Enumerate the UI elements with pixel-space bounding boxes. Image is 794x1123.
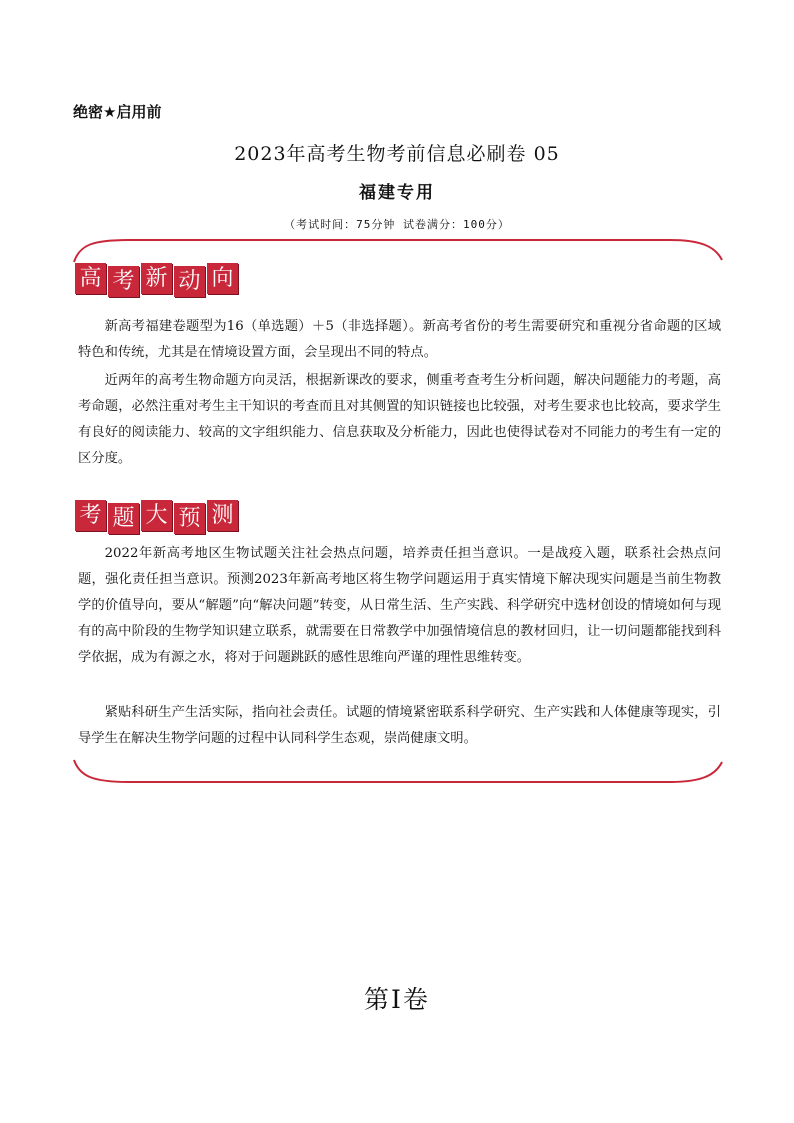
badge-char: 测 — [207, 500, 238, 531]
badge-char: 考 — [108, 266, 139, 297]
paragraph: 近两年的高考生物命题方向灵活，根据新课改的要求，侧重考查考生分析问题，解决问题能力的考题，高考命题，必然注重对考生主干知识的考查而且对其侧置的知识链接也比较强，对考生要求也比较高，要求学生有良好的阅读能力、较高的文字组织能力、信息获取及分析能力，因此也使得试卷对不同能力的考生有一定的区分度。 — [78, 373, 721, 466]
badge-char: 高 — [75, 263, 106, 294]
badge-char: 向 — [207, 263, 238, 294]
paragraph: 新高考福建卷题型为16（单选题）＋5（非选择题）。新高考省份的考生需要研究和重视分省命题的区域特色和传统，尤其是在情境设置方面，会呈现出不同的特点。 — [78, 319, 721, 360]
paragraph: 2022年新高考地区生物试题关注社会热点问题，培养责任担当意识。一是战疫入题，联系社会热点问题，强化责任担当意识。预测2023年新高考地区将生物学问题运用于真实情境下解决现实问题是当前生物教学的价值导向，要从“解题”向“解决问题”转变，从日常生活、生产实践、科学研究中选材创设的情境如何与现有的高中阶段的生物学知识建立联系，就需要在日常教学中加强情境信息的教材回归，让一切问题都能找到科学依据，成为有源之水，将对于问题跳跃的感性思维向严谨的理性思维转变。 — [78, 546, 721, 665]
section-badge-hot-trends — [75, 263, 238, 294]
volume-heading: 第Ⅰ卷 — [364, 985, 430, 1014]
secret-label: 绝密★启用前 — [73, 103, 162, 121]
page-subtitle: 福建专用 — [359, 183, 435, 203]
badge-char: 预 — [174, 503, 205, 534]
badge-char: 动 — [174, 266, 205, 297]
exam-info: （考试时间：75分钟 试卷满分：100分） — [284, 218, 510, 231]
paragraph: 紧贴科研生产生活实际，指向社会责任。试题的情境紧密联系科学研究、生产实践和人体健康等现实，引导学生在解决生物学问题的过程中认同科学生态观，崇尚健康文明。 — [78, 705, 721, 746]
badge-char: 大 — [141, 500, 172, 531]
page-title: 2023年高考生物考前信息必刷卷 05 — [234, 143, 560, 165]
badge-char: 考 — [75, 500, 106, 531]
badge-char: 题 — [108, 503, 139, 534]
badge-char: 新 — [141, 263, 172, 294]
section-badge-predictions — [75, 500, 238, 531]
